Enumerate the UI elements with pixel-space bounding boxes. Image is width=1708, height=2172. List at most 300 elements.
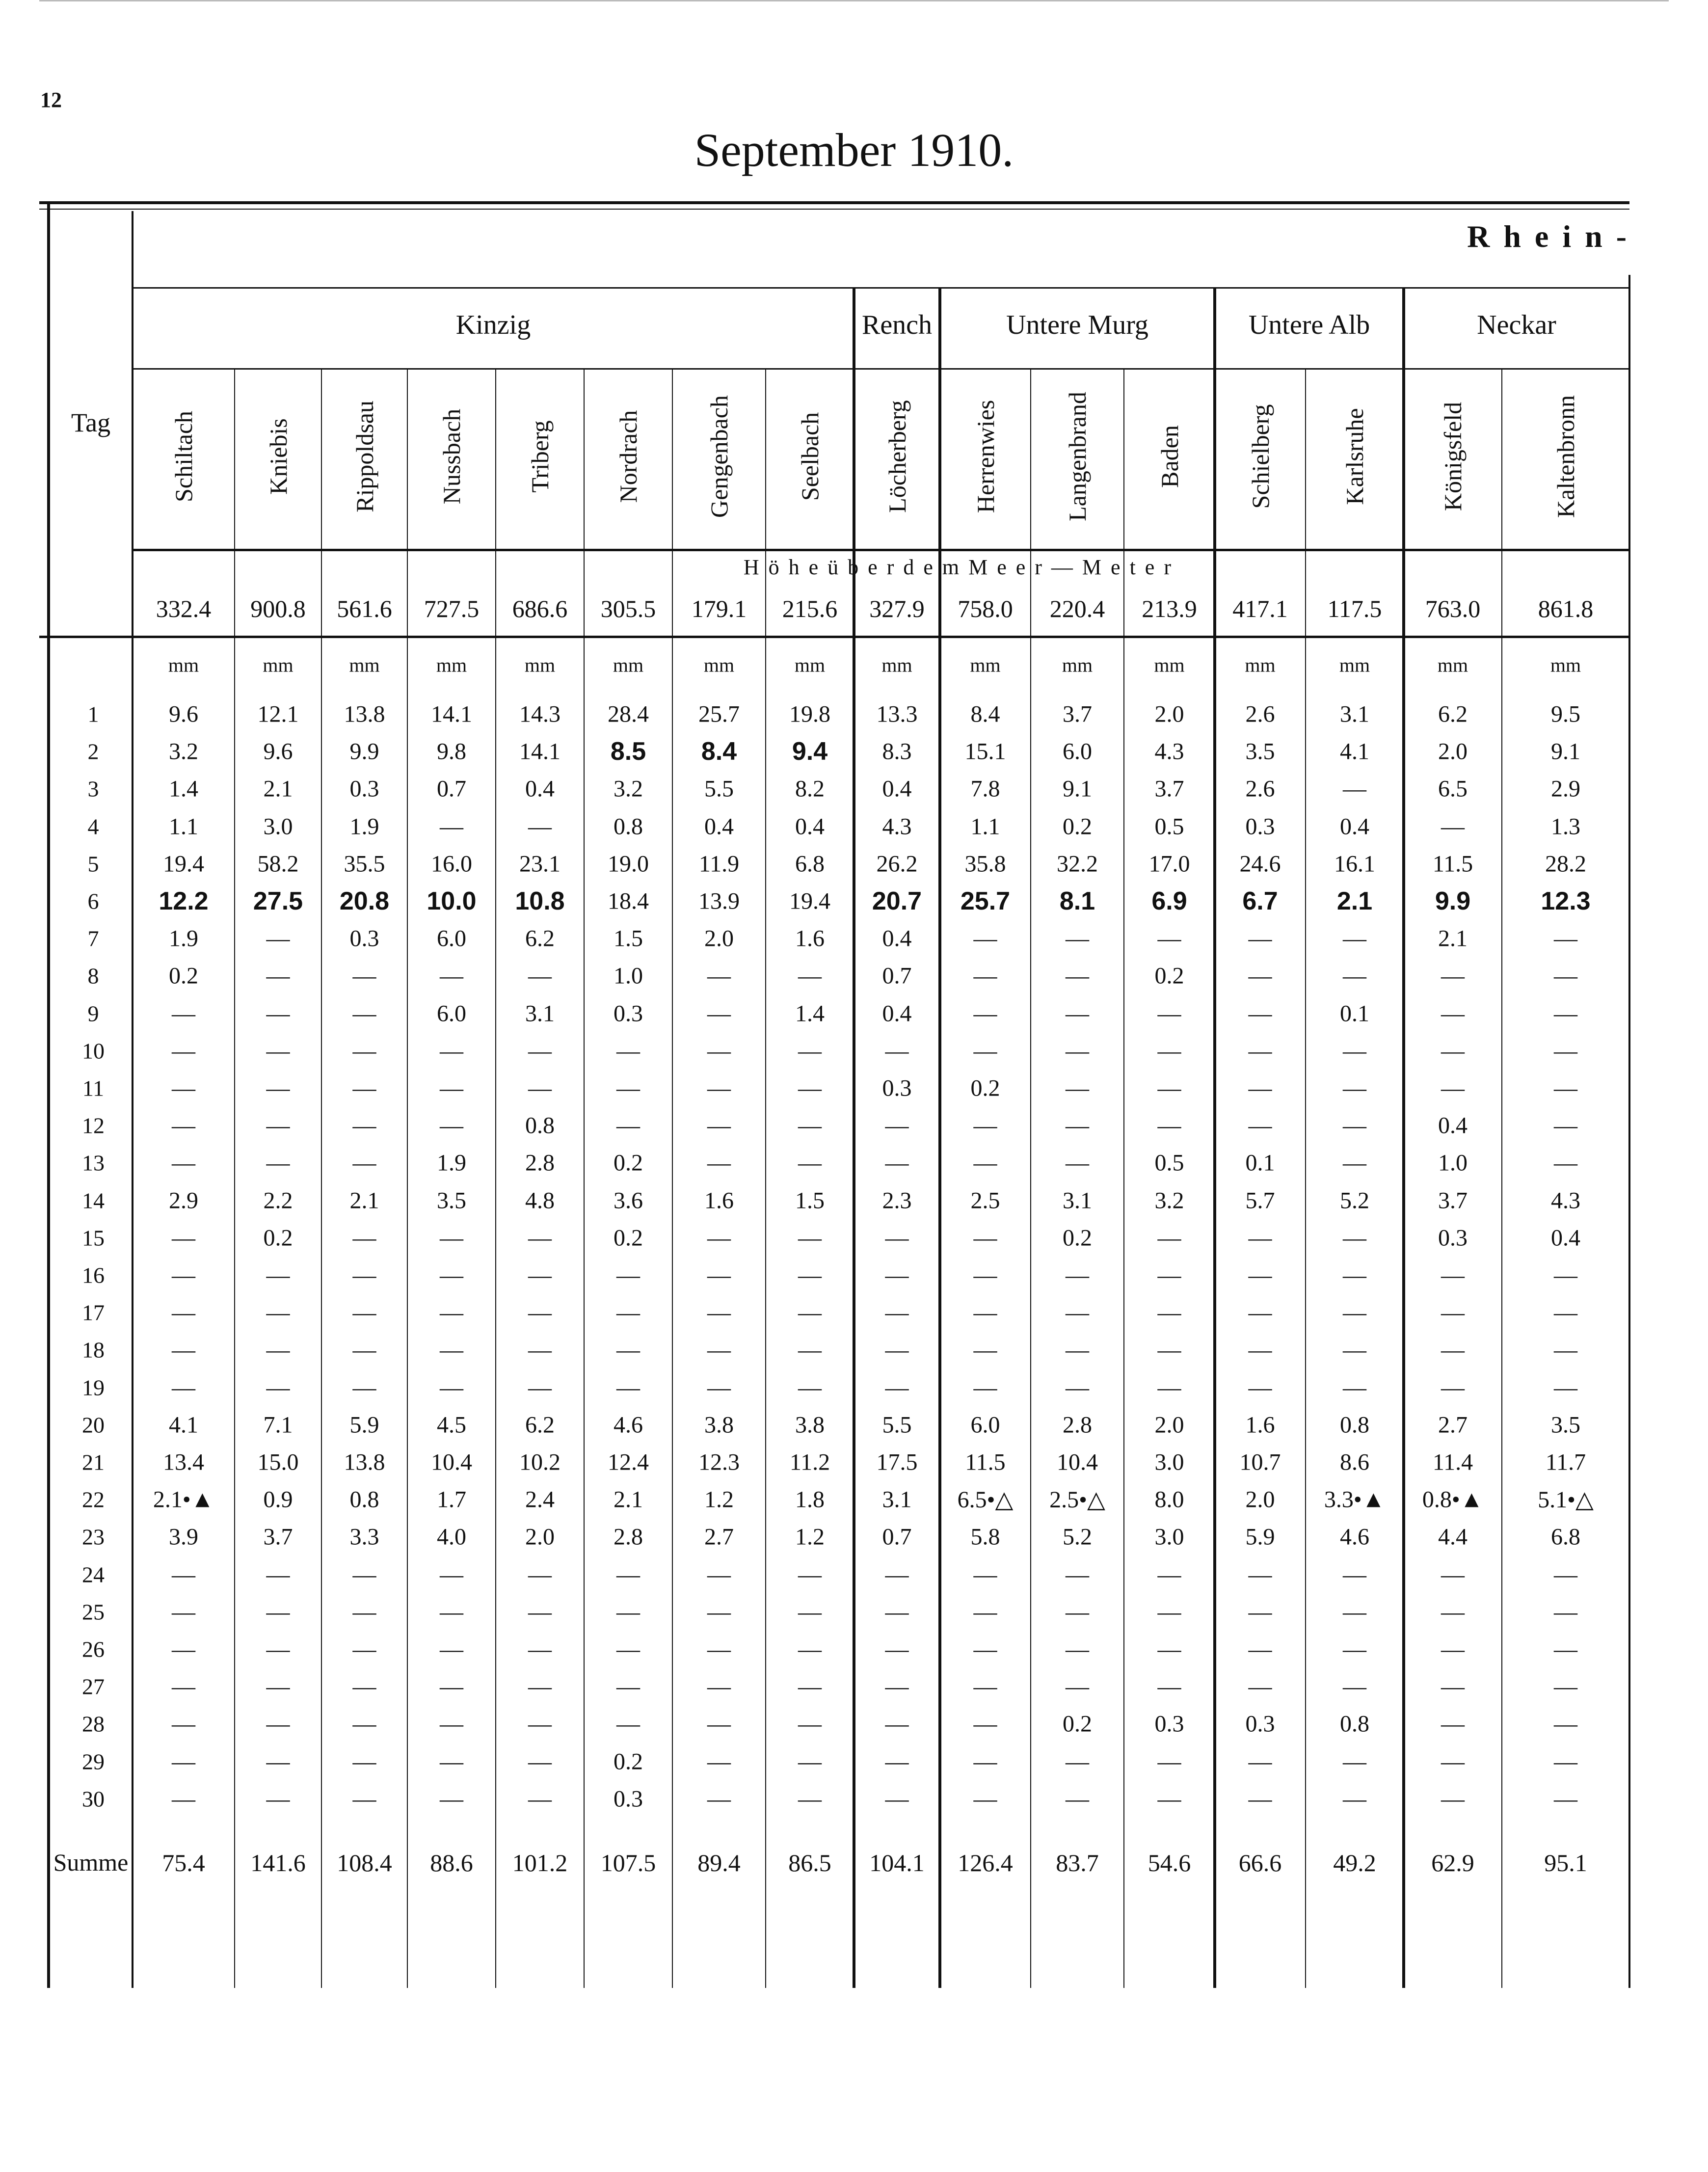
column-separator — [1030, 368, 1031, 1988]
precip-value: — — [440, 1599, 463, 1625]
precip-value: 5.2 — [1340, 1187, 1369, 1214]
column-separator — [495, 368, 496, 1988]
precip-value: — — [707, 963, 731, 989]
precip-value: — — [707, 1711, 731, 1737]
precip-value: — — [1066, 1673, 1089, 1700]
station-name: Nordrach — [614, 410, 642, 503]
precip-value: — — [1157, 1599, 1181, 1625]
column-separator — [672, 368, 673, 1988]
precip-value: — — [616, 1262, 640, 1288]
day-number: 19 — [82, 1375, 105, 1400]
station-name: Königsfeld — [1439, 402, 1467, 511]
precip-value: 8.3 — [882, 738, 912, 765]
precip-value: 23.1 — [519, 851, 560, 877]
precip-value: — — [707, 1112, 731, 1139]
precip-value: 4.0 — [437, 1524, 466, 1550]
precip-value: — — [1554, 1711, 1577, 1737]
precip-value: — — [172, 1225, 195, 1251]
station-elevation: 215.6 — [782, 595, 838, 622]
precip-value: — — [1066, 1561, 1089, 1588]
unit-label: mm — [1154, 654, 1185, 676]
precip-value: — — [266, 1150, 290, 1176]
precip-value: — — [352, 1112, 376, 1139]
precip-value: — — [172, 1299, 195, 1326]
precip-value: — — [973, 963, 997, 989]
day-number: 5 — [87, 851, 99, 877]
elevation-caption: H ö h e ü b e r d e m M e e r — M e t e r — [743, 555, 1173, 579]
column-separator — [1501, 368, 1502, 1988]
precip-value: — — [1554, 1748, 1577, 1775]
precip-value: 4.6 — [1340, 1524, 1369, 1550]
precip-value: 0.5 — [1154, 813, 1184, 840]
page-number: 12 — [40, 88, 62, 112]
precip-value: 3.0 — [1154, 1449, 1184, 1475]
tag-header: Tag — [71, 408, 111, 437]
precip-value: — — [352, 1038, 376, 1064]
precip-value: 3.1 — [1340, 701, 1369, 727]
precip-value: 3.2 — [1154, 1187, 1184, 1214]
station-name: Triberg — [526, 420, 554, 493]
right-border — [1628, 275, 1630, 1988]
precip-value: — — [1554, 1150, 1577, 1176]
precip-value: — — [528, 813, 552, 840]
precip-value: 3.2 — [169, 738, 198, 765]
precip-value: — — [1066, 963, 1089, 989]
station-elevation: 763.0 — [1425, 595, 1481, 622]
precip-value: 0.4 — [1551, 1225, 1580, 1251]
precip-value: 13.9 — [698, 888, 740, 914]
day-number: 17 — [82, 1300, 105, 1325]
monthly-sum: 108.4 — [337, 1849, 392, 1877]
precip-value: 2.1 — [614, 1486, 643, 1513]
precip-value: — — [266, 963, 290, 989]
precip-value: 0.8 — [1340, 1412, 1369, 1438]
precip-value: — — [1343, 1673, 1366, 1700]
precip-value: 0.2 — [614, 1748, 643, 1775]
precip-value: — — [798, 1561, 822, 1588]
unit-label: mm — [794, 654, 826, 676]
station-name: Herrenwies — [971, 400, 999, 513]
precip-value: — — [1157, 1225, 1181, 1251]
precip-value: — — [1554, 1636, 1577, 1663]
column-separator — [234, 368, 235, 1988]
precip-value: — — [1157, 1786, 1181, 1812]
precip-value: — — [707, 1673, 731, 1700]
precip-value: — — [266, 1748, 290, 1775]
precip-value: — — [616, 1374, 640, 1401]
precip-value: 2.7 — [704, 1524, 734, 1550]
precip-value: — — [973, 1636, 997, 1663]
station-elevation: 900.8 — [250, 595, 306, 622]
precip-value: 6.0 — [970, 1412, 1000, 1438]
precip-value: — — [266, 1673, 290, 1700]
precip-value: 11.4 — [1432, 1449, 1473, 1475]
day-number: 7 — [87, 926, 99, 951]
precip-value: 3.5 — [437, 1187, 466, 1214]
precip-value: 13.8 — [344, 701, 385, 727]
precip-value: — — [616, 1599, 640, 1625]
precip-value: — — [1066, 1599, 1089, 1625]
precip-value: 9.1 — [1551, 738, 1580, 765]
precip-value: — — [616, 1711, 640, 1737]
precip-value: 2.9 — [169, 1187, 198, 1214]
precip-value: 8.4 — [701, 737, 737, 766]
precip-value: 2.4 — [525, 1486, 555, 1513]
day-number: 18 — [82, 1337, 105, 1363]
station-elevation: 327.9 — [869, 595, 925, 622]
precip-value: 14.1 — [519, 738, 560, 765]
monthly-sum: 95.1 — [1544, 1849, 1587, 1877]
precip-value: — — [1066, 1150, 1089, 1176]
precip-value: 5.7 — [1245, 1187, 1275, 1214]
day-number: 21 — [82, 1449, 105, 1475]
precip-value: — — [798, 1299, 822, 1326]
precip-value: 20.8 — [339, 887, 390, 915]
precip-value: — — [1554, 925, 1577, 952]
station-name: Löcherberg — [883, 400, 911, 513]
precip-value: — — [1248, 1038, 1272, 1064]
precip-value: — — [1248, 1262, 1272, 1288]
precip-value: — — [172, 1337, 195, 1363]
precip-value: — — [528, 1711, 552, 1737]
day-number: 27 — [82, 1674, 105, 1699]
precip-value: — — [266, 1262, 290, 1288]
precip-value: — — [266, 1561, 290, 1588]
precip-value: 26.2 — [876, 851, 918, 877]
precip-value: 1.9 — [169, 925, 198, 952]
precip-value: — — [440, 1075, 463, 1101]
precip-value: — — [1343, 963, 1366, 989]
day-number: 1 — [87, 701, 99, 727]
precip-value: — — [440, 813, 463, 840]
precip-value: — — [440, 1748, 463, 1775]
precip-value: 6.2 — [525, 925, 555, 952]
precip-value: 0.2 — [169, 963, 198, 989]
day-number: 13 — [82, 1150, 105, 1176]
precip-value: — — [1441, 1000, 1465, 1027]
monthly-sum: 49.2 — [1333, 1849, 1376, 1877]
precip-value: 0.4 — [882, 925, 912, 952]
precip-value: 3.3•▲ — [1324, 1486, 1386, 1513]
precip-value: 25.7 — [698, 701, 740, 727]
precip-value: 10.7 — [1239, 1449, 1281, 1475]
precip-value: 4.3 — [882, 813, 912, 840]
precip-value: 3.8 — [704, 1412, 734, 1438]
precip-value: — — [798, 1636, 822, 1663]
precip-value: 1.1 — [169, 813, 198, 840]
precip-value: 0.2 — [1063, 813, 1092, 840]
precip-value: — — [616, 1038, 640, 1064]
precip-value: 0.1 — [1340, 1000, 1369, 1027]
precip-value: — — [352, 1748, 376, 1775]
precip-value: 2.0 — [704, 925, 734, 952]
precip-value: 0.4 — [1438, 1112, 1468, 1139]
precip-value: — — [1441, 1262, 1465, 1288]
precip-value: 2.9 — [1551, 776, 1580, 802]
monthly-sum: 89.4 — [697, 1849, 741, 1877]
precip-value: 0.8 — [614, 813, 643, 840]
precip-value: — — [1248, 1000, 1272, 1027]
precip-value: 3.0 — [263, 813, 293, 840]
precip-value: 3.1 — [525, 1000, 555, 1027]
precip-value: 2.5•△ — [1049, 1487, 1105, 1513]
precip-value: — — [1554, 1673, 1577, 1700]
precip-value: — — [1554, 1337, 1577, 1363]
day-number: 22 — [82, 1487, 105, 1512]
precip-value: 14.1 — [431, 701, 472, 727]
precip-value: — — [352, 1599, 376, 1625]
precip-value: 2.1 — [1336, 887, 1373, 915]
precip-value: 19.4 — [163, 851, 204, 877]
precip-value: 3.2 — [614, 776, 643, 802]
precip-value: 1.9 — [349, 813, 379, 840]
precip-value: — — [1248, 1337, 1272, 1363]
precip-value: 0.3 — [614, 1786, 643, 1812]
precip-value: 4.3 — [1551, 1187, 1580, 1214]
precip-value: — — [1554, 1075, 1577, 1101]
precip-value: 0.2 — [1063, 1711, 1092, 1737]
column-separator — [1213, 287, 1216, 1988]
elevation-rule — [39, 636, 1629, 638]
precip-value: — — [528, 1748, 552, 1775]
precip-value: 13.4 — [163, 1449, 204, 1475]
precip-value: 2.5 — [970, 1187, 1000, 1214]
precip-value: — — [1343, 1748, 1366, 1775]
precip-value: — — [707, 1038, 731, 1064]
precip-value: — — [172, 1112, 195, 1139]
precip-value: 0.7 — [437, 776, 466, 802]
precip-value: — — [266, 1000, 290, 1027]
unit-label: mm — [1437, 654, 1468, 676]
precip-value: 6.8 — [795, 851, 825, 877]
precip-value: 2.0 — [525, 1524, 555, 1550]
precip-value: — — [973, 1561, 997, 1588]
precip-value: 4.1 — [169, 1412, 198, 1438]
basin-label: Kinzig — [455, 310, 531, 340]
precip-value: — — [172, 1038, 195, 1064]
precip-value: — — [1441, 1299, 1465, 1326]
precip-value: — — [1441, 1038, 1465, 1064]
precip-value: — — [1066, 1786, 1089, 1812]
precip-value: 11.2 — [789, 1449, 830, 1475]
precip-value: 0.1 — [1245, 1150, 1275, 1176]
precip-value: 0.2 — [263, 1225, 293, 1251]
precip-value: — — [798, 1225, 822, 1251]
left-border — [47, 201, 50, 1988]
precip-value: — — [973, 1599, 997, 1625]
precip-value: — — [1248, 1561, 1272, 1588]
precip-value: — — [1157, 1337, 1181, 1363]
precip-value: 15.1 — [964, 738, 1006, 765]
precip-value: 0.3 — [1245, 1711, 1275, 1737]
precip-value: 4.3 — [1154, 738, 1184, 765]
precip-value: — — [1343, 1374, 1366, 1401]
precip-value: 0.3 — [882, 1075, 912, 1101]
day-number: 26 — [82, 1636, 105, 1662]
precip-value: — — [1343, 1337, 1366, 1363]
precip-value: 9.6 — [169, 701, 198, 727]
precip-value: 5.5 — [882, 1412, 912, 1438]
precip-value: 2.0 — [1438, 738, 1468, 765]
precip-value: — — [1066, 1112, 1089, 1139]
precip-value: 19.8 — [789, 701, 830, 727]
precip-value: — — [798, 1038, 822, 1064]
precip-value: 2.0 — [1245, 1486, 1275, 1513]
precip-value: — — [1157, 1561, 1181, 1588]
precip-value: — — [707, 1225, 731, 1251]
precip-value: 9.6 — [263, 738, 293, 765]
precip-value: 3.7 — [1154, 776, 1184, 802]
precip-value: — — [798, 1711, 822, 1737]
precip-value: — — [1343, 1299, 1366, 1326]
precip-value: — — [1066, 1075, 1089, 1101]
precip-value: — — [616, 1636, 640, 1663]
precip-value: — — [1343, 1038, 1366, 1064]
precip-value: — — [616, 1075, 640, 1101]
precip-value: — — [1343, 1150, 1366, 1176]
precip-value: 5.9 — [1245, 1524, 1275, 1550]
precip-value: — — [1554, 1299, 1577, 1326]
precip-value: 6.0 — [1063, 738, 1092, 765]
precip-value: 8.4 — [970, 701, 1000, 727]
precip-value: 3.3 — [349, 1524, 379, 1550]
precip-value: 4.4 — [1438, 1524, 1468, 1550]
precip-value: — — [885, 1299, 909, 1326]
unit-label: mm — [263, 654, 294, 676]
unit-label: mm — [436, 654, 467, 676]
day-number: 28 — [82, 1711, 105, 1737]
station-elevation: 417.1 — [1232, 595, 1288, 622]
precip-value: — — [798, 1599, 822, 1625]
precip-value: 1.2 — [704, 1486, 734, 1513]
unit-label: mm — [168, 654, 199, 676]
precip-value: — — [266, 1038, 290, 1064]
precip-value: — — [1554, 1112, 1577, 1139]
precip-value: — — [266, 1786, 290, 1812]
precip-value: — — [528, 1225, 552, 1251]
station-elevation: 758.0 — [958, 595, 1013, 622]
precip-value: — — [707, 1150, 731, 1176]
unit-label: mm — [703, 654, 735, 676]
precip-value: 6.9 — [1151, 887, 1187, 915]
precip-value: — — [1343, 1636, 1366, 1663]
precip-value: — — [172, 1636, 195, 1663]
precip-value: — — [1343, 1262, 1366, 1288]
station-elevation: 213.9 — [1142, 595, 1197, 622]
precip-value: — — [266, 1299, 290, 1326]
precip-value: 1.5 — [795, 1187, 825, 1214]
precip-value: 27.5 — [253, 887, 303, 915]
precip-value: — — [1248, 1225, 1272, 1251]
column-separator — [853, 287, 855, 1988]
precip-value: 6.8 — [1551, 1524, 1580, 1550]
precip-value: 15.0 — [257, 1449, 299, 1475]
precip-value: — — [1441, 1599, 1465, 1625]
precip-value: 0.2 — [1154, 963, 1184, 989]
precip-value: — — [1157, 1262, 1181, 1288]
precip-value: — — [266, 1711, 290, 1737]
precip-value: — — [352, 1000, 376, 1027]
precip-value: — — [528, 1786, 552, 1812]
basin-label: Rench — [861, 310, 933, 340]
precip-value: — — [1554, 1262, 1577, 1288]
precip-value: 25.7 — [960, 887, 1011, 915]
precip-value: — — [352, 1150, 376, 1176]
precip-value: — — [1554, 1599, 1577, 1625]
day-number: 4 — [87, 814, 99, 839]
monthly-sum: 107.5 — [600, 1849, 656, 1877]
basin-label: Untere Murg — [1006, 310, 1148, 340]
precip-value: 3.7 — [1063, 701, 1092, 727]
station-elevation: 686.6 — [512, 595, 568, 622]
precip-value: 12.4 — [608, 1449, 649, 1475]
precip-value: 12.3 — [698, 1449, 740, 1475]
precip-value: 9.9 — [1435, 887, 1471, 915]
precip-value: 8.1 — [1059, 887, 1095, 915]
unit-label: mm — [613, 654, 644, 676]
precip-value: — — [798, 1337, 822, 1363]
unit-label: mm — [349, 654, 380, 676]
precip-value: — — [440, 1262, 463, 1288]
monthly-sum: 83.7 — [1056, 1849, 1099, 1877]
precip-value: 3.9 — [169, 1524, 198, 1550]
precip-value: 13.8 — [344, 1449, 385, 1475]
precip-value: — — [707, 1000, 731, 1027]
precip-value: 12.1 — [257, 701, 299, 727]
precip-value: 0.2 — [1063, 1225, 1092, 1251]
precip-value: 2.8 — [614, 1524, 643, 1550]
precip-value: — — [1554, 963, 1577, 989]
station-name: Rippoldsau — [350, 401, 378, 512]
monthly-sum: 75.4 — [162, 1849, 205, 1877]
day-number: 20 — [82, 1412, 105, 1438]
precip-value: — — [172, 1711, 195, 1737]
precip-value: — — [707, 1786, 731, 1812]
precip-value: 9.1 — [1063, 776, 1092, 802]
day-number: 11 — [82, 1075, 105, 1101]
unit-label: mm — [1062, 654, 1093, 676]
precip-value: — — [798, 1150, 822, 1176]
precip-value: — — [352, 1711, 376, 1737]
precip-value: — — [528, 1299, 552, 1326]
day-number: 9 — [87, 1001, 99, 1026]
precip-value: 11.5 — [965, 1449, 1006, 1475]
precip-value: — — [1157, 1636, 1181, 1663]
precip-value: 1.6 — [704, 1187, 734, 1214]
precip-value: — — [352, 963, 376, 989]
precip-value: — — [352, 1561, 376, 1588]
precip-value: — — [1157, 1673, 1181, 1700]
precip-value: 0.3 — [1245, 813, 1275, 840]
precip-value: — — [1554, 1561, 1577, 1588]
precip-value: — — [973, 1748, 997, 1775]
precip-value: 0.9 — [263, 1486, 293, 1513]
precip-value: — — [1157, 925, 1181, 952]
precip-value: — — [885, 1711, 909, 1737]
precip-value: 1.4 — [795, 1000, 825, 1027]
precip-value: 0.4 — [525, 776, 555, 802]
precip-value: 5.5 — [704, 776, 734, 802]
precip-value: 2.1•▲ — [153, 1486, 214, 1513]
precip-value: — — [1157, 1075, 1181, 1101]
precip-value: 1.0 — [1438, 1150, 1468, 1176]
day-number: 12 — [82, 1113, 105, 1138]
precip-value: — — [440, 1673, 463, 1700]
precip-value: — — [266, 925, 290, 952]
precip-value: — — [707, 1337, 731, 1363]
precip-value: 16.1 — [1334, 851, 1375, 877]
precip-value: — — [973, 1299, 997, 1326]
